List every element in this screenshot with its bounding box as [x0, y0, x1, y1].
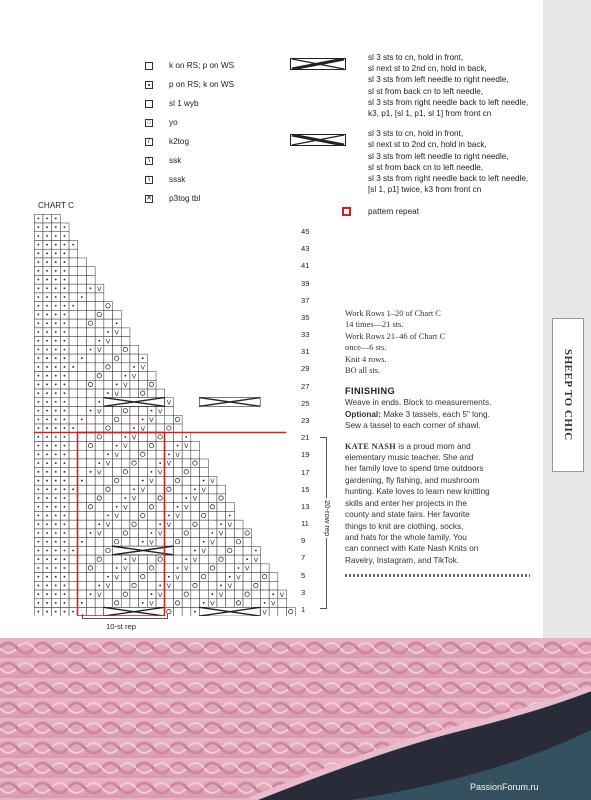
stitch-repeat-label: 10-st rep — [106, 622, 136, 631]
row-repeat-label: 20-row rep — [323, 500, 332, 537]
section-tab — [552, 318, 584, 472]
svg-text:V: V — [123, 443, 128, 451]
bio-line: gardening, fly fishing, and mushroom — [345, 475, 480, 485]
legend-label: p on RS; k on WS — [169, 80, 235, 89]
cable-line: sl 3 sts from left needle to right needle, — [368, 151, 509, 161]
svg-text:V: V — [158, 591, 163, 599]
bio-line: Ravelry, Instagram, and TikTok. — [345, 555, 460, 565]
dotted-rule — [345, 574, 530, 577]
svg-text:V: V — [218, 591, 224, 599]
cable-line: sl next st to 2nd cn, hold in back, — [368, 64, 487, 74]
svg-text:V: V — [140, 486, 145, 494]
designer-name: KATE NASH — [345, 441, 396, 451]
finishing-line: Weave in ends. Block to measurements. — [345, 398, 492, 408]
svg-text:V: V — [105, 583, 111, 591]
section-tab-label: SHEEP TO CHIC — [562, 349, 574, 441]
instruction-line: Work Rows 21–46 of Chart C — [345, 331, 446, 341]
row-number: 37 — [301, 295, 310, 305]
slash-right-icon: / — [145, 138, 153, 146]
svg-text:V: V — [97, 347, 102, 355]
svg-text:V: V — [175, 574, 180, 582]
svg-text:V: V — [166, 583, 172, 591]
svg-text:V: V — [105, 521, 111, 529]
bio-line: skills and enter her projects in the — [345, 498, 467, 508]
svg-text:V: V — [97, 469, 102, 477]
legend-item — [145, 151, 234, 170]
finishing-heading: FINISHING — [345, 386, 396, 397]
cable-key-1 — [290, 52, 558, 119]
row-number: 9 — [301, 536, 306, 546]
legend-item — [145, 189, 234, 208]
repeat-box-icon — [342, 207, 351, 216]
knitting-chart — [34, 214, 304, 616]
chart-title: CHART C — [38, 201, 75, 210]
bio-line: things to knit are clothing, socks, — [345, 521, 464, 531]
cable-line: sl 3 sts from left needle to right needle, — [368, 75, 509, 85]
svg-text:V: V — [279, 591, 285, 599]
row-number: 29 — [301, 364, 310, 374]
svg-text:V: V — [149, 417, 154, 425]
svg-text:V: V — [166, 460, 172, 468]
svg-text:V: V — [123, 565, 128, 573]
svg-text:V: V — [175, 451, 180, 459]
svg-text:V: V — [105, 460, 111, 468]
svg-text:V: V — [140, 425, 145, 433]
cable-line: sl 3 sts to cn, hold in front, — [368, 53, 464, 62]
stitch-repeat-bracket — [82, 614, 168, 619]
svg-text:V: V — [210, 600, 215, 608]
row-number: 11 — [301, 519, 309, 529]
cable-text-1 — [368, 52, 558, 119]
row-number: 35 — [301, 312, 310, 322]
cable-line: sl st from back cn to left needle, — [368, 162, 484, 172]
svg-text:V: V — [192, 556, 198, 564]
cable-line: [sl 1, p1] twice, k3 from front cn — [368, 185, 482, 195]
slash-left-icon: \ — [145, 157, 153, 165]
dot-icon — [145, 81, 153, 89]
cable-line: k3, p1, [sl 1, p1, sl 1] from front cn — [368, 109, 492, 119]
cable-key-2 — [290, 128, 558, 195]
svg-text:V: V — [175, 513, 180, 521]
row-number: 45 — [301, 227, 310, 236]
svg-text:V: V — [166, 521, 172, 529]
instruction-line: Knit 4 rows. — [345, 354, 387, 364]
svg-text:V: V — [97, 285, 102, 293]
svg-text:V: V — [210, 539, 215, 547]
svg-text:V: V — [166, 399, 172, 407]
legend-item — [145, 113, 234, 132]
row-number: 39 — [301, 278, 310, 288]
svg-text:V: V — [227, 521, 232, 529]
row-number: 19 — [301, 450, 310, 460]
svg-text:V: V — [114, 390, 119, 398]
row-number: 31 — [301, 347, 310, 357]
svg-text:V: V — [97, 591, 102, 599]
svg-text:V: V — [149, 600, 154, 608]
svg-text:V: V — [158, 530, 163, 538]
row-number: 17 — [301, 467, 310, 477]
legend-label: sl 1 wyb — [169, 99, 199, 108]
bio-line: county and state fairs. Her favorite — [345, 510, 470, 520]
row-number: 25 — [301, 398, 310, 408]
svg-text:V: V — [201, 486, 206, 494]
instruction-line: BO all sts. — [345, 366, 381, 376]
svg-text:V: V — [114, 574, 119, 582]
cross-icon: ✕ — [146, 195, 152, 202]
instructions — [345, 308, 535, 376]
legend-item — [145, 170, 234, 189]
pattern-repeat-key — [290, 207, 558, 216]
instruction-line: Work Rows 1–20 of Chart C — [345, 309, 441, 318]
row-number: 1 — [301, 605, 306, 614]
legend-label: yo — [169, 118, 178, 127]
box-icon — [145, 100, 153, 108]
designer-bio — [345, 441, 535, 566]
svg-text:V: V — [192, 495, 198, 503]
svg-text:V: V — [253, 556, 259, 564]
svg-text:V: V — [218, 530, 224, 538]
pattern-repeat-label: pattern repeat — [368, 207, 419, 217]
box-icon — [145, 62, 153, 70]
row-number: 43 — [301, 244, 310, 254]
legend-label: k2tog — [169, 137, 190, 146]
bio-line: is a proud mom and — [396, 441, 471, 451]
svg-text:V: V — [201, 548, 206, 556]
row-number: 13 — [301, 501, 310, 511]
legend-label: ssk — [169, 156, 182, 165]
svg-text:V: V — [123, 382, 128, 390]
svg-text:V: V — [114, 329, 119, 337]
stitch-legend — [145, 56, 234, 208]
cable-line: sl next st to 2nd cn, hold in back, — [368, 140, 487, 150]
svg-text:V: V — [131, 495, 137, 503]
cable-line: sl 3 sts to cn, hold in front, — [368, 129, 464, 139]
svg-text:V: V — [245, 565, 250, 573]
cable-text-2 — [368, 128, 558, 195]
bio-line: hunting. Kate loves to learn new knitting — [345, 487, 490, 497]
row-number: 23 — [301, 416, 310, 425]
optional-label: Optional: — [345, 409, 381, 419]
svg-text:V: V — [105, 338, 111, 346]
optional-line: Sew a tassel to each corner of shawl. — [345, 421, 481, 431]
instruction-line: once—6 sts. — [345, 343, 387, 353]
bio-line: can connect with Kate Nash Knits on — [345, 544, 479, 554]
row-number: 7 — [301, 553, 306, 563]
svg-text:V: V — [114, 513, 119, 521]
svg-text:V: V — [184, 565, 189, 573]
legend-item — [145, 94, 234, 113]
svg-text:V: V — [123, 504, 128, 512]
optional-text: Make 3 tassels, each 5" long. — [380, 409, 490, 419]
svg-text:V: V — [149, 478, 154, 486]
svg-text:V: V — [184, 504, 189, 512]
slash-left-bar-icon: \ — [145, 176, 153, 184]
bio-line: elementary music teacher. She and — [345, 453, 474, 463]
svg-text:V: V — [262, 609, 267, 616]
row-number: 5 — [301, 570, 306, 580]
row-number: 21 — [301, 433, 310, 443]
row-number: 41 — [301, 261, 310, 271]
bio-line: her family love to spend time outdoors — [345, 464, 484, 474]
cable-line: sl 3 sts from right needle back to left needle, — [368, 174, 529, 184]
row-number: 15 — [301, 484, 310, 494]
svg-text:V: V — [184, 443, 189, 451]
finishing-text — [345, 397, 535, 431]
bio-line: and hats for the whole family. You — [345, 532, 467, 542]
row-number: 3 — [301, 587, 306, 597]
legend-label: k on RS; p on WS — [169, 61, 235, 70]
instruction-line: 14 times—21 sts. — [345, 320, 404, 330]
legend-label: sssk — [169, 175, 186, 184]
svg-text:V: V — [97, 530, 102, 538]
svg-text:V: V — [97, 408, 102, 416]
svg-text:V: V — [140, 364, 145, 372]
instructions-column — [345, 308, 535, 577]
svg-text:V: V — [131, 434, 137, 442]
svg-text:V: V — [131, 373, 137, 381]
legend-item — [145, 75, 234, 94]
cable-symbol-2 — [290, 134, 346, 146]
svg-text:V: V — [131, 556, 137, 564]
svg-text:V: V — [227, 583, 232, 591]
legend-item — [145, 56, 234, 75]
svg-text:V: V — [158, 469, 163, 477]
shawl-photo — [0, 638, 591, 800]
svg-text:V: V — [271, 600, 276, 608]
legend-item — [145, 132, 234, 151]
svg-text:V: V — [114, 451, 119, 459]
legend-label: p3tog tbl — [169, 194, 201, 203]
watermark: PassionForum.ru — [470, 782, 539, 792]
row-number: 33 — [301, 330, 310, 340]
row-number: 27 — [301, 381, 310, 391]
cable-line: sl 3 sts from right needle back to left needle, — [368, 97, 529, 107]
cable-line: sl st from back cn to left needle, — [368, 86, 484, 96]
svg-text:V: V — [236, 574, 241, 582]
svg-text:V: V — [158, 408, 163, 416]
cable-legend — [290, 52, 558, 216]
circle-icon: ○ — [146, 119, 152, 126]
cable-symbol-1 — [290, 58, 346, 70]
svg-text:V: V — [210, 478, 215, 486]
svg-text:V: V — [149, 539, 154, 547]
